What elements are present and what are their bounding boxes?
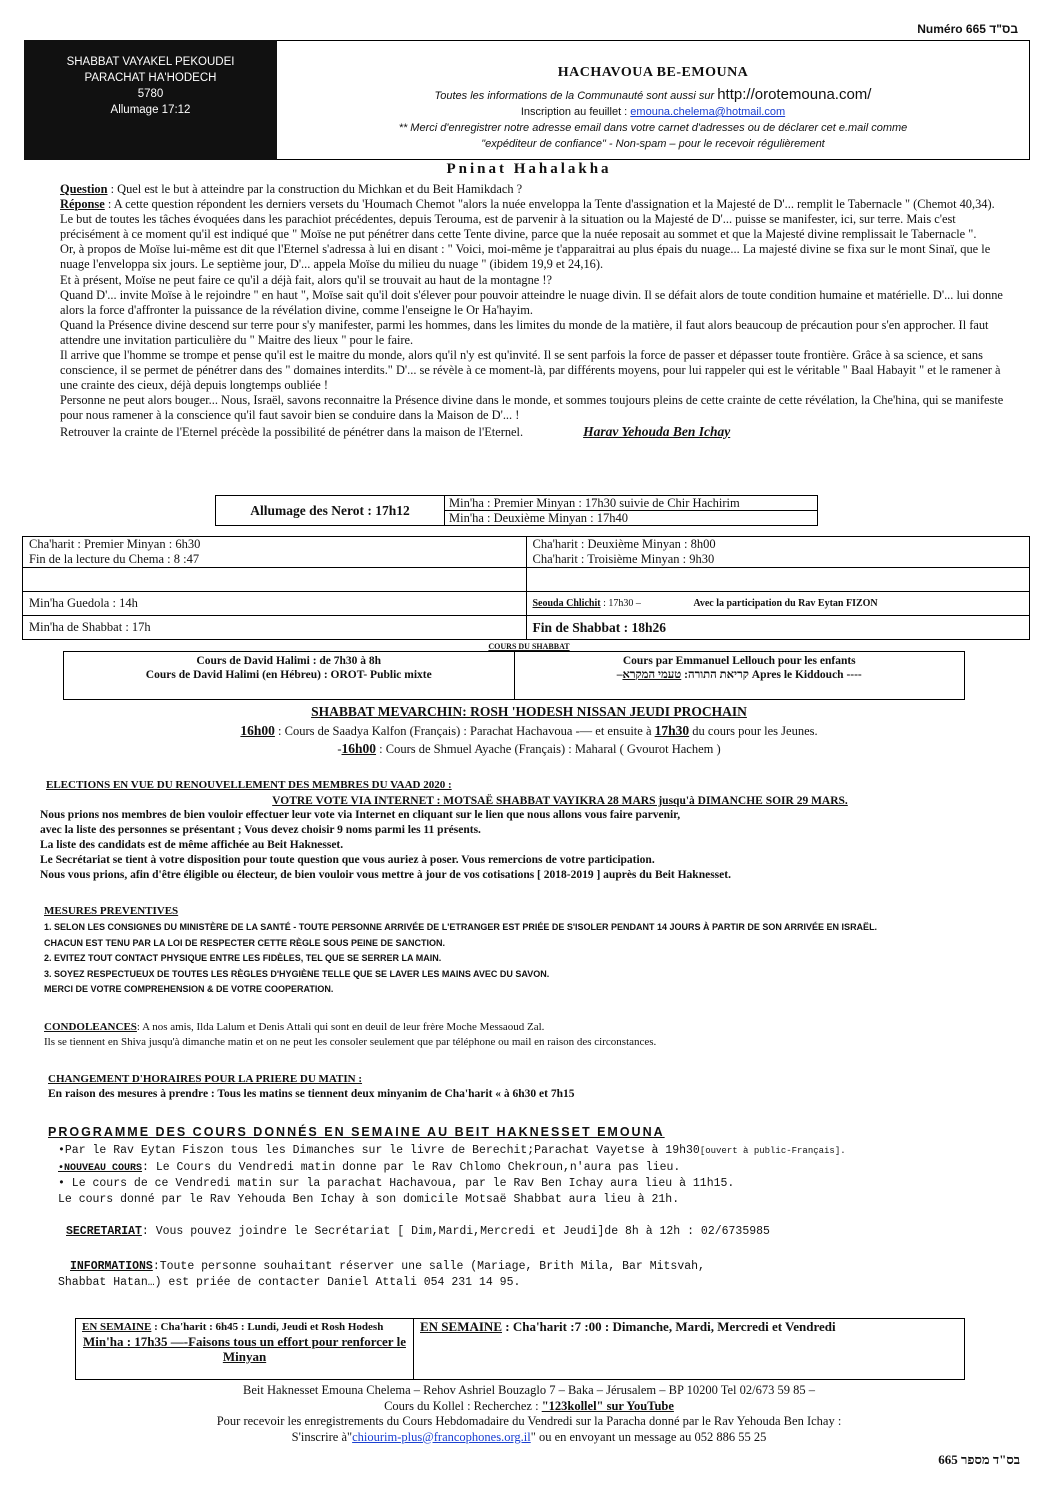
cours-hebrew: –קריאת התורה: (616, 669, 749, 681)
programme-line: : Le Cours du Vendredi matin donne par le Rav Chlomo Chekroun,n'aura pas lieu. (142, 1160, 681, 1174)
question-text: : Quel est le but à atteindre par la construction du Michkan et du Beit Hamikdach ? (107, 182, 523, 196)
seouda-label: Seouda Chlichit (532, 598, 601, 609)
condoleances-text: : A nos amis, Ilda Lalum et Denis Attali qui sont en deuil de leur frère Moche Messaoud Zal. (136, 1021, 545, 1033)
paragraph: Or, à propos de Moïse lui-même est dit que l'Eternel s'adressa à lui en disant : " Voici, moi-même je t'apparaitrai au plus épais du nuage... La majesté divine se fixa sur le mont Sinaï, que le nuage l'enveloppa six jours. Le septième jour, D'... appela Moïse du milieu du nuage " (ibidem 19,9 et 24,16). (60, 242, 991, 272)
elections-line: La liste des candidats est de même affichée au Beit Haknesset. (40, 839, 344, 851)
pninat-title: Pninat Hahalakha (446, 161, 612, 177)
condoleances-label: CONDOLEANCES (44, 1021, 137, 1033)
seouda-chlichit (526, 592, 1030, 616)
semaine-text: : Cha'harit : 6h45 : Lundi, Jeudi et Rosh Hodesh (151, 1321, 384, 1333)
paragraph: Quand la Présence divine descend sur terre pour s'y manifester, parmi les hommes, dans les limites du monde de la matière, il faut alors beaucoup de précaution pour s'en approcher. Il faut attendre une invitation particulière du " Maitre des lieux " pour le faire. (60, 317, 989, 347)
elections-line: avec la liste des personnes se présentant ; Vous devez choisir 9 noms parmi les 11 présents. (40, 824, 481, 836)
changement-text: En raison des mesures à prendre : Tous les matins se tiennent deux minyanim de Cha'harit « à 6h30 et 7h15 (48, 1088, 575, 1100)
mesures-line: 3. SOYEZ RESPECTUEUX DE TOUTES LES RÈGLES D'HYGIÈNE TELLE QUE SE LAVER LES MAINS AVEC DU SAVON. (44, 968, 550, 979)
seouda-guest: Avec la participation du Rav Eytan FIZON (693, 598, 878, 609)
recordings-text: Pour recevoir les enregistrements du Cours Hebdomadaire du Vendredi sur la Paracha donné par le Rav Yehouda Ben Ichay : (216, 1414, 842, 1428)
informations-text-2: Shabbat Hatan…) est priée de contacter Daniel Attali 054 231 14 95. (58, 1275, 521, 1289)
programme-body (58, 1143, 1038, 1207)
site-link[interactable]: http://orotemouna.com/ (717, 86, 872, 103)
paragraph: Et à présent, Moïse ne peut faire ce qu'il a déjà fait, alors qu'il se trouvait au haut de la montagne !? (60, 272, 552, 287)
informations (58, 1259, 705, 1290)
minha-guedola: Min'ha Guedola : 14h (23, 592, 527, 616)
text: : Cours de Shmuel Ayache (Français) : Maharal ( Gvourot Hachem ) (376, 742, 721, 756)
kollel-link[interactable]: "123kollel" sur YouTube (541, 1398, 674, 1413)
text: : Cours de Saadya Kalfon (Français) : Parachat Hachavoua -— et ensuite à (274, 724, 655, 738)
year: 5780 (137, 88, 164, 100)
chaharit-first: Cha'harit : Premier Minyan : 6h30 (29, 537, 201, 551)
informations-text: :Toute personne souhaitant réserver une salle (Mariage, Brith Mila, Bar Mitsvah, (152, 1260, 705, 1273)
allumage-time: Allumage 17:12 (110, 104, 191, 116)
parasha-subtitle: PARACHAT HA'HODECH (84, 72, 217, 84)
paragraph: Le but de toutes les tâches évoquées dans les parachiot précédentes, depuis Terouma, est de parvenir à la situation ou la Majesté de D'... puisse se manifester, ici, sur terre. Mais c'est précisément à ce moment qu'il est indiqué que " Moïse ne put pénétrer dans cette Tente divine, parce que la nuée reposait au sommet et que la Majesté divine remplissait le Tabernacle ". (60, 212, 977, 242)
time: 16h00 (240, 723, 275, 738)
minha-shabbat: Min'ha de Shabbat : 17h (23, 616, 527, 640)
informations-label: INFORMATIONS (70, 1260, 153, 1273)
semaine-table (75, 1318, 965, 1380)
mesures-line: CHACUN EST TENU PAR LA LOI DE RESPECTER CETTE RÈGLE SOUS PEINE DE SANCTION. (44, 937, 446, 948)
condoleances (44, 1020, 1034, 1050)
chema-end: Fin de la lecture du Chema : 8 :47 (29, 552, 200, 566)
chaharit-third: Cha'harit : Troisième Minyan : 9h30 (532, 552, 715, 566)
secretariat (66, 1224, 770, 1240)
prefix: - (337, 742, 342, 756)
parasha-name: SHABBAT VAYAKEL PEKOUDEI (66, 56, 235, 68)
allumage-table (215, 495, 818, 526)
cours-halimi-2: Cours de David Halimi (en Hébreu) : OROT- Public mixte (145, 669, 432, 681)
elections-subtitle: VOTRE VOTE VIA INTERNET : MOTSAË SHABBAT VAYIKRA 28 MARS jusqu'à DIMANCHE SOIR 29 MARS. (272, 795, 848, 807)
secretariat-label: SECRETARIAT (66, 1225, 142, 1238)
signature: Harav Yehouda Ben Ichay (583, 423, 731, 439)
schedule-grid (22, 536, 1030, 640)
paragraph: Il arrive que l'homme se trompe et pense qu'il est le maitre du monde, alors qu'il n'y est qu'invité. Il se sent parfois la force de passer et dépasser toute frontière. Grâce à sa science, et sans conscience, il se permet de pénétrer dans des " domaines interdits." D'... se révèle à ce moment-là, par différents moyens, pour lui rappeler qui est le véritable " Baal Habayit " et le ramener à une crainte des cieux, déjà depuis longtemps oubliée ! (60, 348, 1001, 393)
subscribe-email-link[interactable]: chiourim-plus@francophones.org.il (352, 1429, 531, 1444)
minha-second: Min'ha : Deuxième Minyan : 17h40 (445, 511, 818, 526)
mesures-body (44, 920, 1034, 998)
semaine-minha: Min'ha : 17h35 —-Faisons tous un effort pour renforcer le Minyan (83, 1334, 406, 1364)
paragraph: Retrouver la crainte de l'Eternel précède la possibilité de pénétrer dans la maison de l'Eternel. (60, 424, 524, 439)
cours-right (514, 652, 965, 700)
elections-line: Nous vous prions, afin d'être éligible ou électeur, de bien vouloir vous mettre à jour de vos cotisations [ 2018-2019 ] auprès du Beit Haknesset. (40, 869, 731, 881)
newsletter-title: HACHAVOUA BE-EMOUNA (557, 65, 749, 80)
allumage-label: Allumage des Nerot : 17h12 (216, 496, 445, 526)
mesures-line: 1. SELON LES CONSIGNES DU MINISTÈRE DE LA SANTÉ - TOUTE PERSONNE ARRIVÉE DE L'ETRANGER EST PRIÉE DE S'ISOLER PENDANT 14 JOURS À PARTIR DE SON ARRIVÉE EN ISRAËL. (44, 922, 878, 932)
info-text: Toutes les informations de la Communauté sont aussi sur (434, 90, 715, 102)
schedule-cell (23, 537, 527, 568)
semaine-right (414, 1319, 965, 1380)
inscription-email-link[interactable]: emouna.chelema@hotmail.com (630, 106, 786, 118)
cours-table (63, 651, 965, 700)
programme-line: • Le cours de ce Vendredi matin sur la parachat Hachavoua, par le Rav Ben Ichay aura lieu à 11h15. (58, 1177, 735, 1190)
semaine-left (76, 1319, 414, 1380)
newsletter-header (277, 40, 1030, 160)
time: 17h30 (654, 723, 690, 738)
mesures-title: MESURES PREVENTIVES (44, 905, 179, 917)
secretariat-text: : Vous pouvez joindre le Secrétariat [ Dim,Mardi,Mercredi et Jeudi]de 8h à 12h : 02/6735985 (141, 1225, 770, 1238)
kollel-text: Cours du Kollel : Recherchez : (384, 1398, 542, 1413)
programme-line: Le cours donné par le Rav Yehouda Ben Ichay à son domicile Motsaë Shabbat aura lieu à 21h. (58, 1192, 680, 1206)
cours-left (64, 652, 515, 700)
elections-title: ELECTIONS EN VUE DU RENOUVELLEMENT DES MEMBRES DU VAAD 2020 : (46, 779, 452, 791)
cours-hebrew-2: טעמי המקרא (622, 669, 682, 681)
reponse-text: : A cette question répondent les derniers versets du 'Houmach Chemot "alors la nuée enveloppa la Tente d'assignation et la Majesté de D'... remplit le Tabernacle " (Chemot 40,34). (104, 197, 995, 212)
footer (0, 1383, 1058, 1445)
reponse-label: Réponse (60, 197, 105, 212)
paragraph: Quand D'... invite Moïse à le rejoindre " en haut ", Moïse sait qu'il doit s'élever pour pouvoir atteindre le nuage divin. Il se défait alors de toute condition humaine et matérielle. D'... lui donne alors la force d'affronter la puissance de la révélation divine, comme l'enseigne le Or Ha'hayim. (60, 287, 1003, 317)
empty-cell (23, 568, 527, 592)
address: Beit Haknesset Emouna Chelema – Rehov Ashriel Bouzaglo 7 – Baka – Jérusalem – BP 10200 Tel 02/673 59 85 – (243, 1383, 815, 1397)
semaine-label: EN SEMAINE (420, 1319, 502, 1334)
changement-title: CHANGEMENT D'HORAIRES POUR LA PRIERE DU MATIN : (48, 1073, 363, 1085)
minha-first: Min'ha : Premier Minyan : 17h30 suivie de Chir Hachirim (445, 496, 818, 511)
mesures-line: 2. EVITEZ TOUT CONTACT PHYSIQUE ENTRE LES FIDÈLES, TEL QUE SE SERRER LA MAIN. (44, 953, 442, 963)
elections-body (40, 808, 1030, 883)
mevarchin-title: SHABBAT MEVARCHIN: ROSH 'HODESH NISSAN JEUDI PROCHAIN (311, 704, 747, 719)
seouda-time: : 17h30 – (600, 598, 641, 609)
question-label: Question (60, 182, 108, 196)
shabbat-title-box (24, 40, 277, 160)
cours-lellouch: Cours par Emmanuel Lellouch pour les enfants (622, 655, 856, 667)
semaine-label: EN SEMAINE (82, 1321, 152, 1333)
chaharit-second: Cha'harit : Deuxième Minyan : 8h00 (532, 537, 716, 551)
issue-number: Numéro 665 בס"ד (917, 22, 1018, 36)
paragraph: Personne ne peut alors bouger... Nous, Israël, savons reconnaitre la Présence divine dans le monde, et sommes toujours pleins de cette crainte de cette révélation, la Che'hina, qui se manifeste pour nous ramener à la conscience qu'il faut savoir bien se conduire dans la Maison de D'... ! (60, 393, 1004, 423)
subscribe-text-2: " ou en envoyant un message au 052 886 55 25 (530, 1429, 767, 1444)
programme-note: [ouvert à public-Français]. (699, 1146, 846, 1156)
schedule-cell (526, 537, 1030, 568)
semaine-text: : Cha'harit :7 :00 : Dimanche, Mardi, Mercredi et Vendredi (502, 1319, 836, 1334)
pninat-body (60, 182, 1010, 440)
empty-cell (526, 568, 1030, 592)
subscribe-text: S'inscrire à" (291, 1429, 353, 1444)
text: du cours pour les Jeunes. (689, 724, 818, 738)
fin-shabbat: Fin de Shabbat : 18h26 (526, 616, 1030, 640)
cours-kiddouch: Apres le Kiddouch ---- (748, 669, 862, 681)
cours-title: COURS DU SHABBAT (488, 642, 570, 651)
note-line-2: "expéditeur de confiance" - Non-spam – pour le recevoir régulièrement (481, 138, 825, 150)
elections-line: Nous prions nos membres de bien vouloir effectuer leur vote via Internet en cliquant sur le lien que nous allons vous faire parvenir, (40, 809, 681, 821)
nouveau-cours-label: •NOUVEAU COURS (58, 1162, 143, 1174)
time: 16h00 (341, 741, 377, 756)
mesures-line: MERCI DE VOTRE COMPREHENSION & DE VOTRE COOPERATION. (44, 984, 334, 994)
condoleances-text-2: Ils se tiennent en Shiva jusqu'à dimanche matin et on ne peut les consoler seulement que par téléphone ou mail en raison des circonstances. (44, 1036, 657, 1048)
inscription-label: Inscription au feuillet : (520, 106, 628, 118)
note-line-1: ** Merci d'enregistrer notre adresse email dans votre carnet d'adresses ou de déclarer cet e.mail comme (398, 122, 908, 134)
programme-title: PROGRAMME DES COURS DONNÉS EN SEMAINE AU BEIT HAKNESSET EMOUNA (48, 1125, 665, 1139)
elections-line: Le Secrétariat se tient à votre disposition pour toute question que vous auriez à poser. Vous remercions de votre participation. (40, 854, 655, 866)
mevarchin-body (0, 722, 1058, 758)
cours-halimi-1: Cours de David Halimi : de 7h30 à 8h (196, 655, 382, 667)
programme-line: •Par le Rav Eytan Fiszon tous les Dimanches sur le livre de Berechit;Parachat Vayetse à 19h30 (58, 1144, 700, 1157)
issue-number-hebrew: בס"ד מספר 665 (938, 1452, 1020, 1467)
